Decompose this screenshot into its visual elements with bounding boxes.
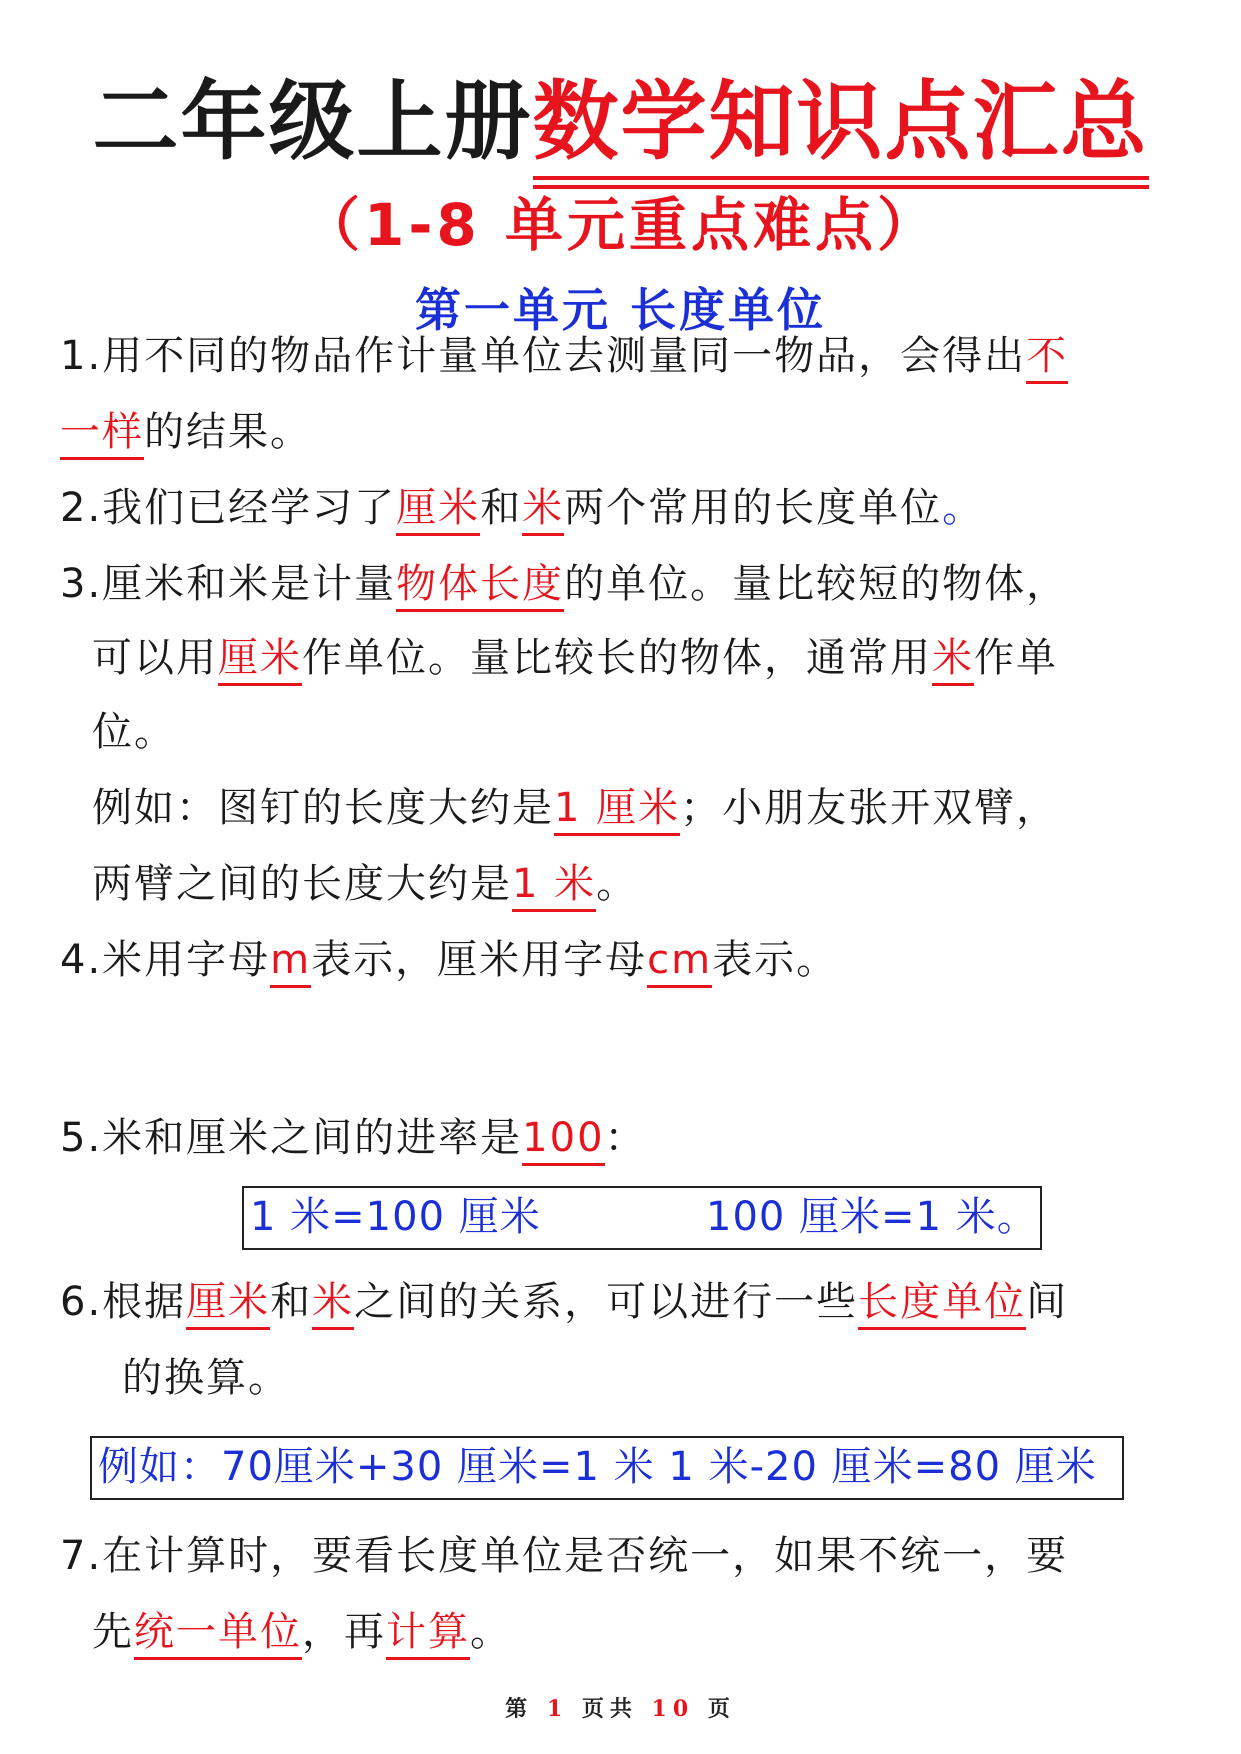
point-3-line-2: 可以用厘米作单位。量比较长的物体，通常用米作单 bbox=[92, 620, 1192, 696]
page-subtitle: （1-8 单元重点难点） bbox=[302, 191, 939, 259]
point-2: 2.我们已经学习了厘米和米两个常用的长度单位。 bbox=[60, 470, 1190, 546]
answer-text: 米 bbox=[522, 485, 564, 536]
answer-text: 厘米 bbox=[218, 635, 302, 686]
answer-text: 米 bbox=[932, 635, 974, 686]
example-1-line-1: 例如：图钉的长度大约是1 厘米；小朋友张开双臂， bbox=[92, 770, 1192, 846]
answer-text: 厘米 bbox=[396, 485, 480, 536]
page-footer: 第 1 页共 10 页 bbox=[505, 1696, 736, 1722]
example-box: 例如：70厘米+30 厘米=1 米 1 米-20 厘米=80 厘米 bbox=[90, 1436, 1124, 1500]
title-red: 数学知识点汇总 bbox=[532, 71, 1149, 172]
point-6-line-1: 6.根据厘米和米之间的关系，可以进行一些长度单位间 bbox=[60, 1264, 1190, 1340]
answer-text: 米 bbox=[312, 1279, 354, 1330]
title-black: 二年级上册 bbox=[92, 71, 533, 172]
unit-title: 第一单元 长度单位 bbox=[414, 283, 826, 337]
point-6-line-2: 的换算。 bbox=[122, 1355, 290, 1401]
answer-text: 计算 bbox=[386, 1609, 470, 1660]
answer-text: 不 bbox=[1026, 333, 1068, 384]
page-number: 1 bbox=[546, 1696, 569, 1722]
answer-text: 厘米 bbox=[186, 1279, 270, 1330]
answer-text: 100 bbox=[522, 1115, 604, 1166]
conversion-box: 1 米=100 厘米 100 厘米=1 米。 bbox=[242, 1186, 1042, 1250]
example-1-line-2: 两臂之间的长度大约是1 米。 bbox=[92, 846, 1192, 922]
point-4: 4.米用字母m表示，厘米用字母cm表示。 bbox=[60, 922, 1190, 998]
point-3-line-3: 位。 bbox=[92, 709, 176, 755]
point-1-line-2: 一样的结果。 bbox=[60, 394, 1190, 470]
page-title bbox=[0, 72, 1241, 172]
answer-text: cm bbox=[647, 937, 712, 988]
answer-text: 1 厘米 bbox=[554, 785, 680, 836]
answer-text: 1 米 bbox=[512, 861, 596, 912]
point-3-line-1: 3.厘米和米是计量物体长度的单位。量比较短的物体， bbox=[60, 546, 1190, 622]
answer-text: 统一单位 bbox=[134, 1609, 302, 1660]
point-7-line-1: 7.在计算时，要看长度单位是否统一，如果不统一，要 bbox=[60, 1533, 1069, 1579]
answer-text: m bbox=[270, 937, 311, 988]
point-7-line-2: 先统一单位，再计算。 bbox=[92, 1594, 1192, 1670]
answer-text: 一样 bbox=[60, 409, 144, 460]
answer-text: 长度单位 bbox=[858, 1279, 1026, 1330]
point-1-line-1: 1.用不同的物品作计量单位去测量同一物品，会得出不 bbox=[60, 318, 1190, 394]
answer-text: 物体长度 bbox=[396, 561, 564, 612]
page-total: 10 bbox=[651, 1696, 695, 1722]
point-5: 5.米和厘米之间的进率是100： bbox=[60, 1100, 1190, 1176]
